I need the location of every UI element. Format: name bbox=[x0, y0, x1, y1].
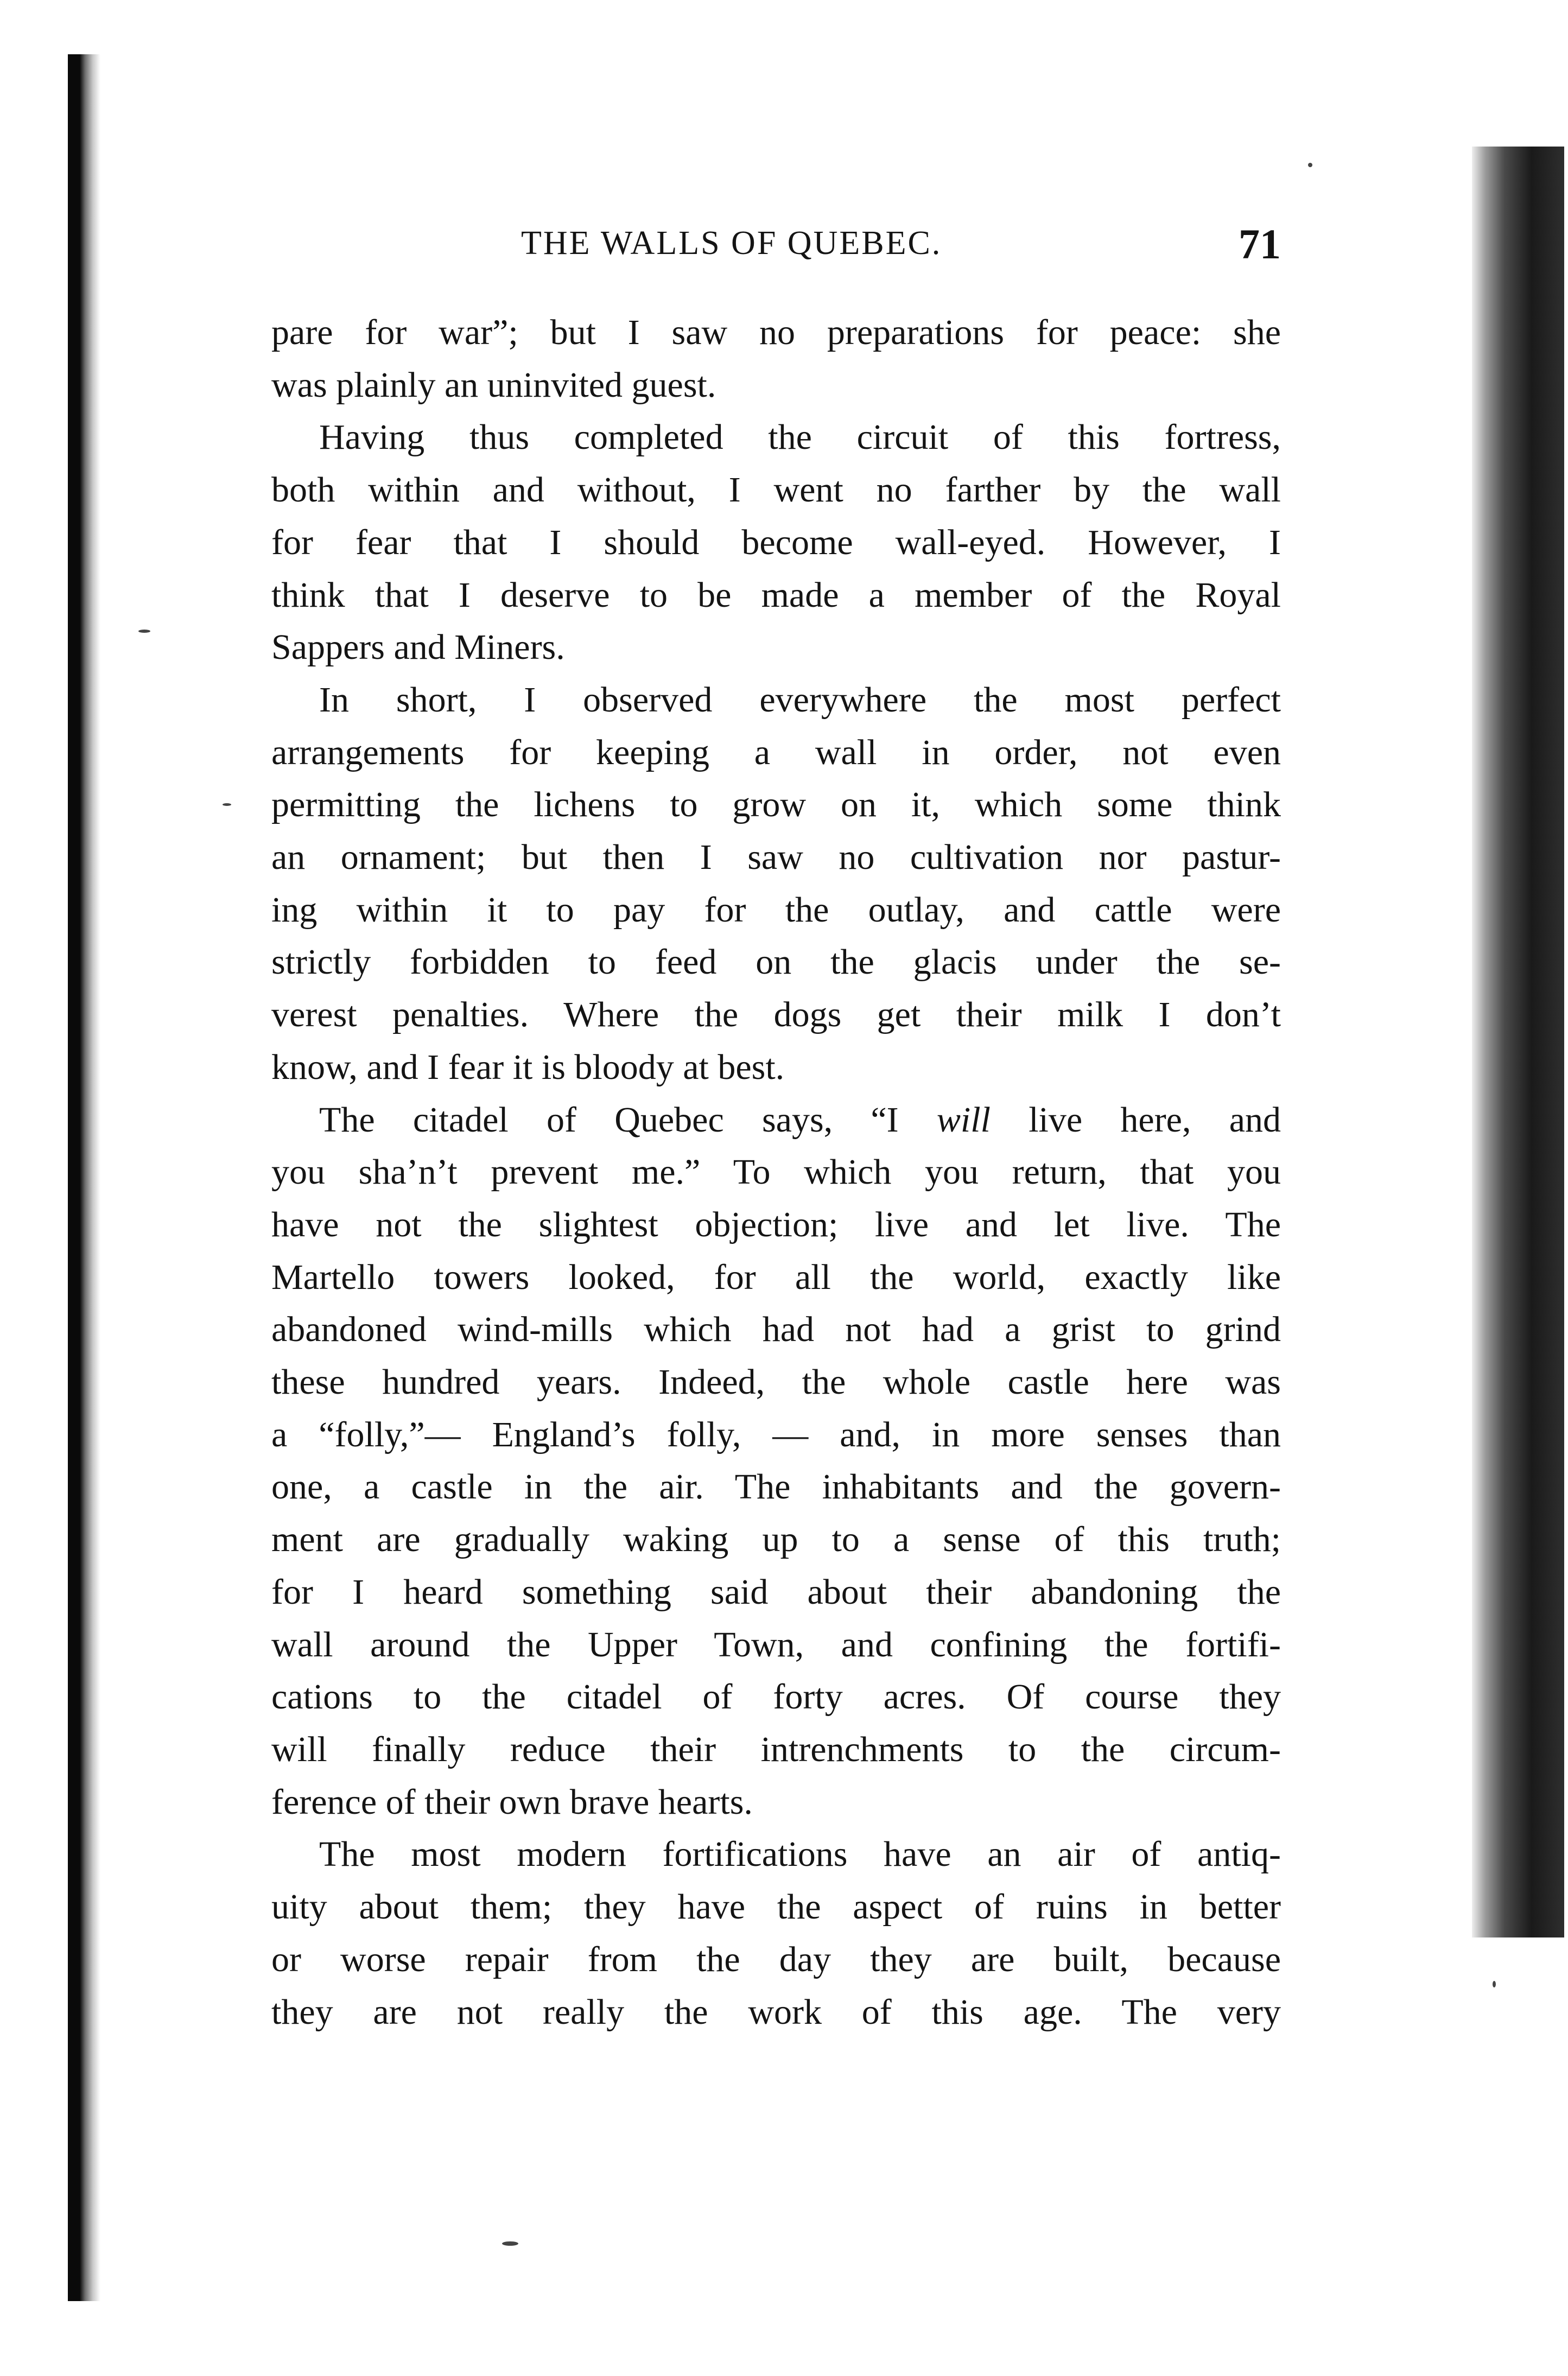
text-line: these hundred years. Indeed, the whole castle here was bbox=[271, 1362, 1281, 1402]
text-line: will finally reduce their intrenchments to the circum- bbox=[271, 1729, 1281, 1769]
text-line: was plainly an uninvited guest. bbox=[271, 365, 716, 405]
scan-speck bbox=[1308, 163, 1312, 167]
citadel-text-after: live here, and bbox=[990, 1100, 1281, 1140]
text-line: think that I deserve to be made a member of the Royal bbox=[271, 575, 1281, 615]
text-line: verest penalties. Where the dogs get their milk I don’t bbox=[271, 995, 1281, 1035]
text-line: ference of their own brave hearts. bbox=[271, 1782, 753, 1822]
text-line: permitting the lichens to grow on it, which some think bbox=[271, 785, 1281, 825]
page-number: 71 bbox=[1239, 220, 1281, 268]
citadel-text-before: The citadel of Quebec says, “I bbox=[319, 1100, 937, 1140]
paragraph-first-line: The most modern fortifications have an air of antiq- bbox=[319, 1834, 1281, 1875]
scan-speck bbox=[138, 630, 150, 633]
text-line: for I heard something said about their abandoning the bbox=[271, 1572, 1281, 1612]
binding-shadow-left bbox=[68, 54, 100, 2301]
scan-speck bbox=[1493, 1981, 1496, 1987]
text-line: know, and I fear it is bloody at best. bbox=[271, 1047, 785, 1087]
text-line: cations to the citadel of forty acres. Of course they bbox=[271, 1677, 1281, 1717]
scan-speck bbox=[502, 2241, 518, 2246]
text-line: ing within it to pay for the outlay, and cattle were bbox=[271, 890, 1281, 930]
scan-speck bbox=[223, 803, 231, 806]
text-line: ment are gradually waking up to a sense of this truth; bbox=[271, 1520, 1281, 1560]
text-line: both within and without, I went no farther by the wall bbox=[271, 470, 1281, 510]
text-line: they are not really the work of this age. The very bbox=[271, 1992, 1281, 2032]
text-line: you sha’n’t prevent me.” To which you return, that you bbox=[271, 1152, 1281, 1192]
body-text bbox=[271, 307, 1281, 2038]
text-line: an ornament; but then I saw no cultivation nor pastur- bbox=[271, 837, 1281, 878]
paragraph-first-line bbox=[271, 1094, 1281, 1147]
text-line: abandoned wind-mills which had not had a grist to grind bbox=[271, 1310, 1281, 1350]
text-line: Martello towers looked, for all the world, exactly like bbox=[271, 1257, 1281, 1297]
running-title: THE WALLS OF QUEBEC. bbox=[521, 225, 942, 262]
text-line: strictly forbidden to feed on the glacis under the se- bbox=[271, 942, 1281, 982]
text-line: for fear that I should become wall-eyed. However, I bbox=[271, 522, 1281, 562]
text-line: arrangements for keeping a wall in order, not even bbox=[271, 732, 1281, 772]
text-line: wall around the Upper Town, and confining the fortifi- bbox=[271, 1624, 1281, 1665]
text-line: uity about them; they have the aspect of ruins in better bbox=[271, 1887, 1281, 1927]
page-edge-right bbox=[1472, 147, 1564, 1937]
text-line: a “folly,”— England’s folly, — and, in more senses than bbox=[271, 1414, 1281, 1454]
paragraph-first-line: In short, I observed everywhere the most perfect bbox=[319, 679, 1281, 720]
text-line: Sappers and Miners. bbox=[271, 627, 565, 668]
text-line: one, a castle in the air. The inhabitants and the govern- bbox=[271, 1467, 1281, 1507]
running-head bbox=[271, 220, 1281, 285]
paragraph-first-line: Having thus completed the circuit of this fortress, bbox=[319, 417, 1281, 458]
citadel-emphasis: will bbox=[936, 1100, 991, 1140]
text-line: or worse repair from the day they are built, because bbox=[271, 1939, 1281, 1979]
text-line: pare for war”; but I saw no preparations for peace: she bbox=[271, 313, 1281, 352]
text-line: have not the slightest objection; live and let live. The bbox=[271, 1204, 1281, 1244]
